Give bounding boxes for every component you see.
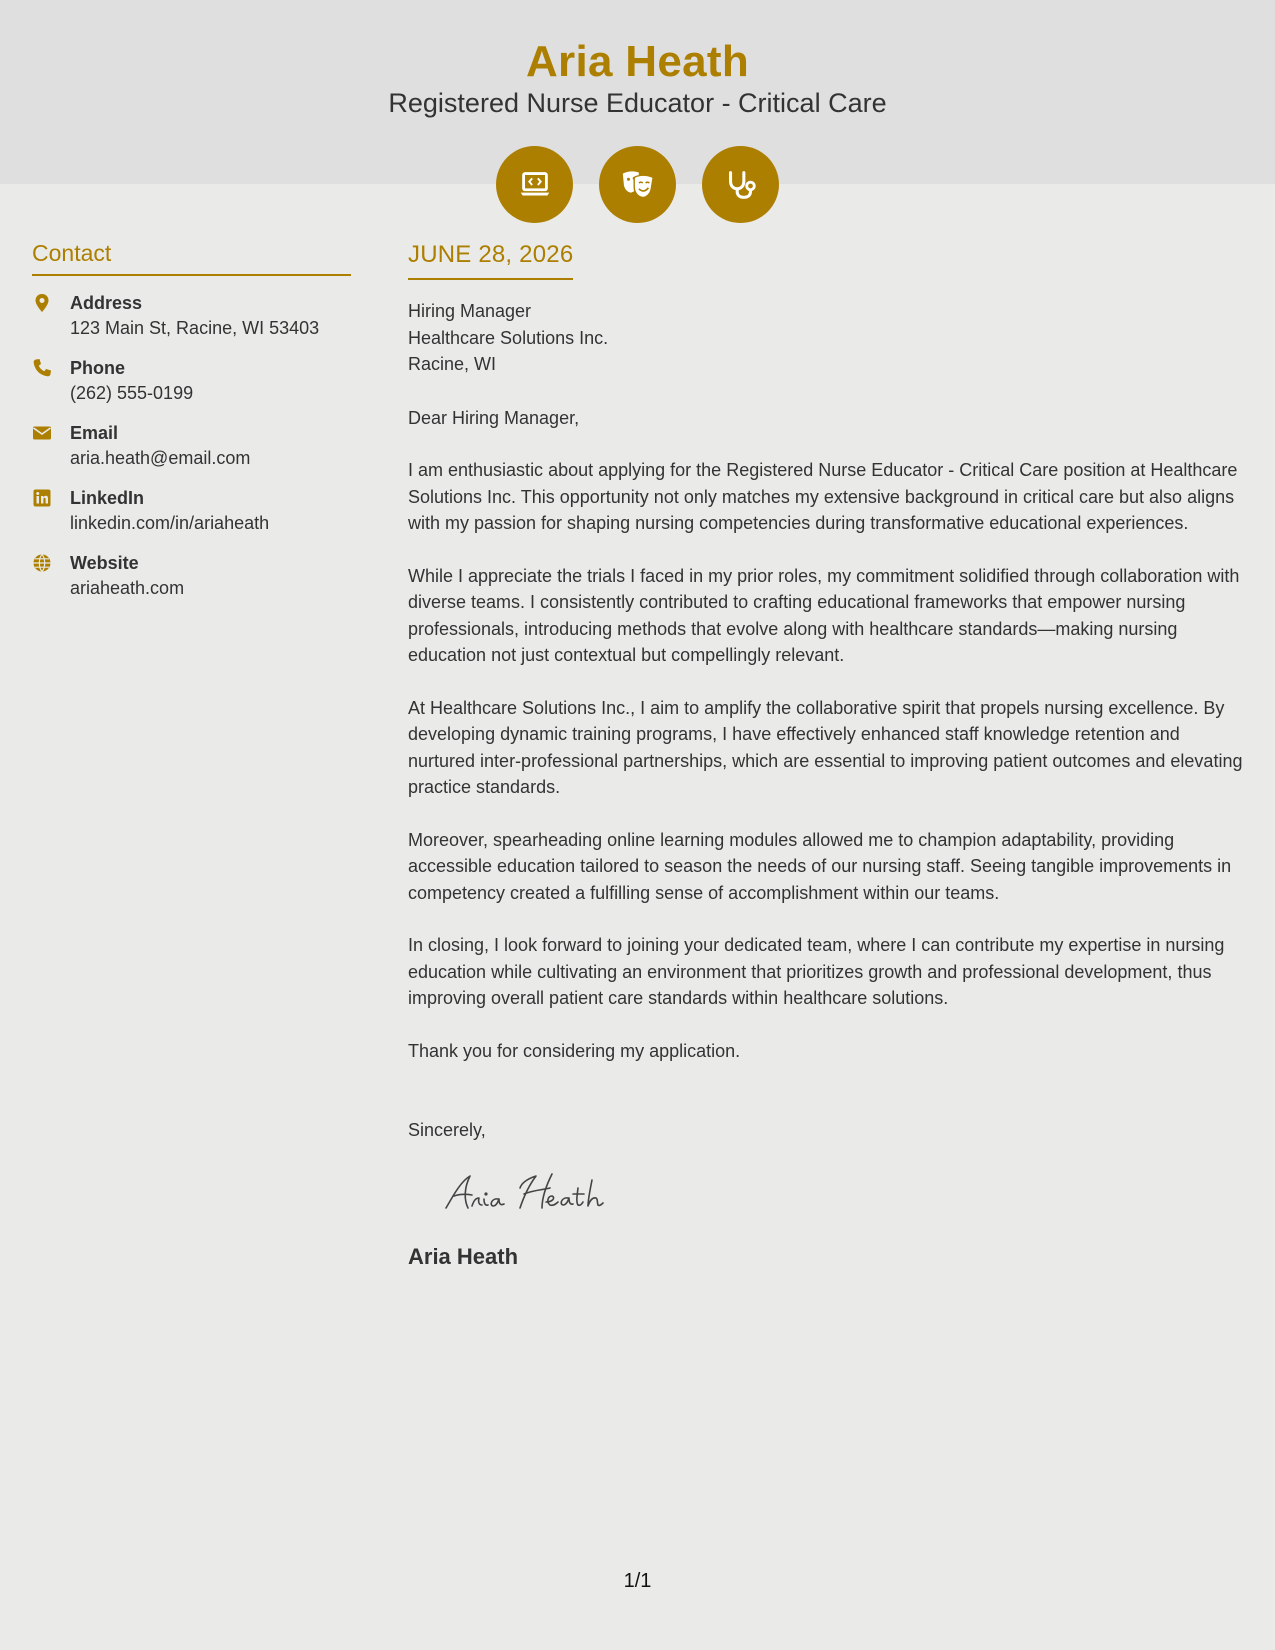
globe-icon: [32, 551, 70, 601]
signer-name: Aria Heath: [408, 1243, 519, 1269]
handwritten-signature: [442, 1168, 1250, 1218]
page-number: 1/1: [623, 1570, 652, 1592]
closing: Sincerely,: [408, 1120, 486, 1140]
contact-value: linkedin.com/in/ariaheath: [70, 513, 270, 533]
phone-icon: [32, 356, 70, 406]
contact-label: Phone: [70, 358, 126, 378]
contact-heading: Contact: [32, 238, 351, 276]
salutation: Dear Hiring Manager,: [408, 407, 580, 428]
letter-paragraph: While I appreciate the trials I faced in my prior roles, my commitment solidified through collaboration with diverse teams. I consistently contributed to crafting educational frameworks that empower nursing professionals, introducing methods that evolve along with healthcare standards—making nursing education not just contextual but compellingly relevant.: [408, 565, 1240, 665]
candidate-name: Aria Heath: [525, 37, 750, 86]
contact-label: Website: [70, 553, 139, 573]
letter-paragraph: I am enthusiastic about applying for the Registered Nurse Educator - Critical Care position at Healthcare Solutions Inc. This opportunity not only matches my extensive background in critical care but also aligns with my passion for shaping nursing competencies during transformative educational experiences.: [408, 460, 1238, 533]
theater-masks-icon: [599, 146, 676, 223]
contact-value: ariaheath.com: [70, 578, 185, 598]
candidate-headline: Registered Nurse Educator - Critical Care: [388, 88, 887, 118]
map-marker-icon: [32, 291, 70, 341]
letter-paragraph: Moreover, spearheading online learning modules allowed me to champion adaptability, providing accessible education tailored to season the needs of our nursing staff. Seeing tangible improvements in competency created a fulfilling sense of accomplishment within our teams.: [408, 829, 1232, 903]
recipient-line: Healthcare Solutions Inc.: [408, 327, 609, 348]
envelope-icon: [32, 421, 70, 471]
contact-value: (262) 555-0199: [70, 383, 194, 403]
contact-label: Address: [70, 293, 143, 313]
letter-body: [408, 238, 1250, 1272]
contact-value: 123 Main St, Racine, WI 53403: [70, 318, 320, 338]
letter-paragraph: In closing, I look forward to joining your dedicated team, where I can contribute my expertise in nursing education while cultivating an environment that prioritizes growth and professional development, thus improving overall patient care standards within healthcare solutions.: [408, 935, 1225, 1008]
linkedin-icon: [32, 486, 70, 536]
stethoscope-icon: [702, 146, 779, 223]
contact-value: aria.heath@email.com: [70, 448, 251, 468]
recipient-block: [408, 298, 1250, 378]
contact-sidebar: [32, 238, 351, 601]
header-icon-row: [0, 146, 1275, 223]
contact-phone: [32, 356, 351, 406]
contact-email: [32, 421, 351, 471]
contact-website: [32, 551, 351, 601]
letter-date: JUNE 28, 2026: [408, 238, 573, 280]
recipient-line: Hiring Manager: [408, 301, 532, 321]
recipient-line: Racine, WI: [408, 354, 497, 374]
laptop-code-icon: [496, 146, 573, 223]
contact-label: LinkedIn: [70, 488, 145, 508]
contact-linkedin: [32, 486, 351, 536]
contact-address: [32, 291, 351, 341]
letter-paragraph: Thank you for considering my application.: [408, 1040, 741, 1061]
letter-paragraph: At Healthcare Solutions Inc., I aim to amplify the collaborative spirit that propels nursing excellence. By developing dynamic training programs, I have effectively enhanced staff knowledge retention and nurtured inter-professional partnerships, which are essential to improving patient outcomes and elevating practice standards.: [408, 697, 1243, 797]
contact-label: Email: [70, 423, 119, 443]
